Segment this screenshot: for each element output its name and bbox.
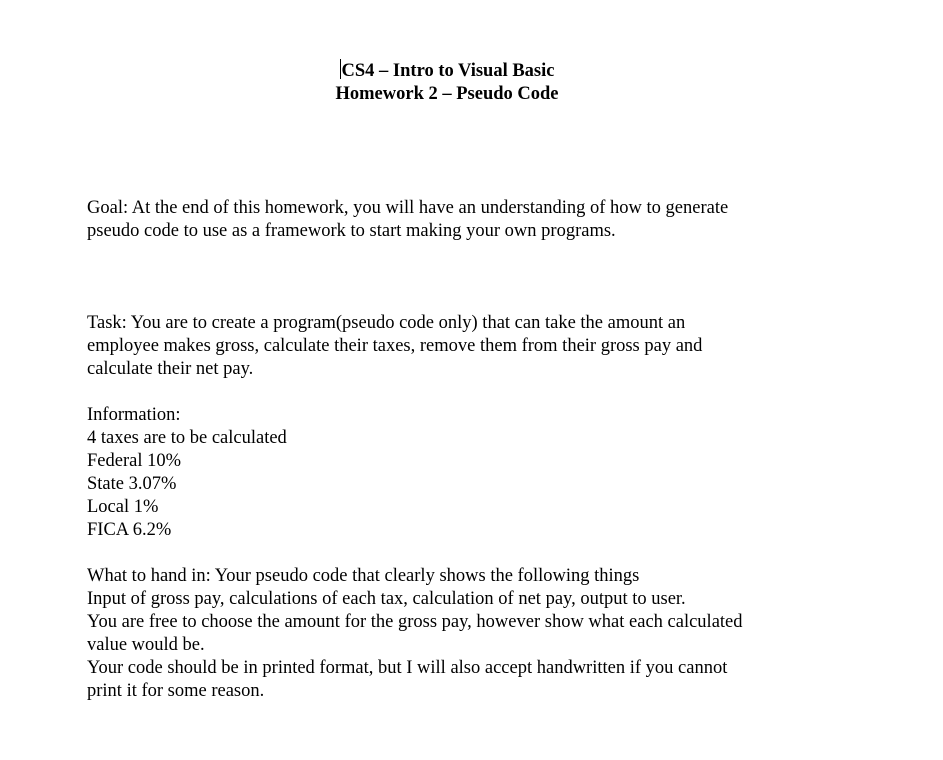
task-line: calculate their net pay. [87,359,254,379]
tax-item-federal: Federal 10% [87,451,182,471]
document-title [0,59,894,106]
homework-title: Homework 2 – Pseudo Code [335,84,559,104]
hand-in-line: You are free to choose the amount for the gross pay, however show what each calculated [87,612,743,632]
hand-in-line: print it for some reason. [87,681,265,701]
tax-item-fica: FICA 6.2% [87,520,172,540]
hand-in-line: What to hand in: Your pseudo code that clearly shows the following things [87,566,640,586]
task-line: employee makes gross, calculate their taxes, remove them from their gross pay and [87,336,703,356]
information-intro: 4 taxes are to be calculated [87,428,287,448]
hand-in-line: Input of gross pay, calculations of each tax, calculation of net pay, output to user. [87,589,686,609]
goal-line: pseudo code to use as a framework to start making your own programs. [87,221,616,241]
goal-paragraph [87,197,827,243]
hand-in-section [87,565,827,703]
hand-in-line: Your code should be in printed format, but I will also accept handwritten if you cannot [87,658,728,678]
tax-item-state: State 3.07% [87,474,177,494]
tax-item-local: Local 1% [87,497,159,517]
hand-in-line: value would be. [87,635,205,655]
goal-line: Goal: At the end of this homework, you will have an understanding of how to generate [87,198,729,218]
information-heading: Information: [87,405,181,425]
task-line: Task: You are to create a program(pseudo code only) that can take the amount an [87,313,686,333]
title-line-1 [0,59,894,83]
text-cursor [340,59,341,79]
course-title: CS4 – Intro to Visual Basic [341,61,555,81]
task-paragraph [87,312,827,381]
information-section [87,404,827,542]
